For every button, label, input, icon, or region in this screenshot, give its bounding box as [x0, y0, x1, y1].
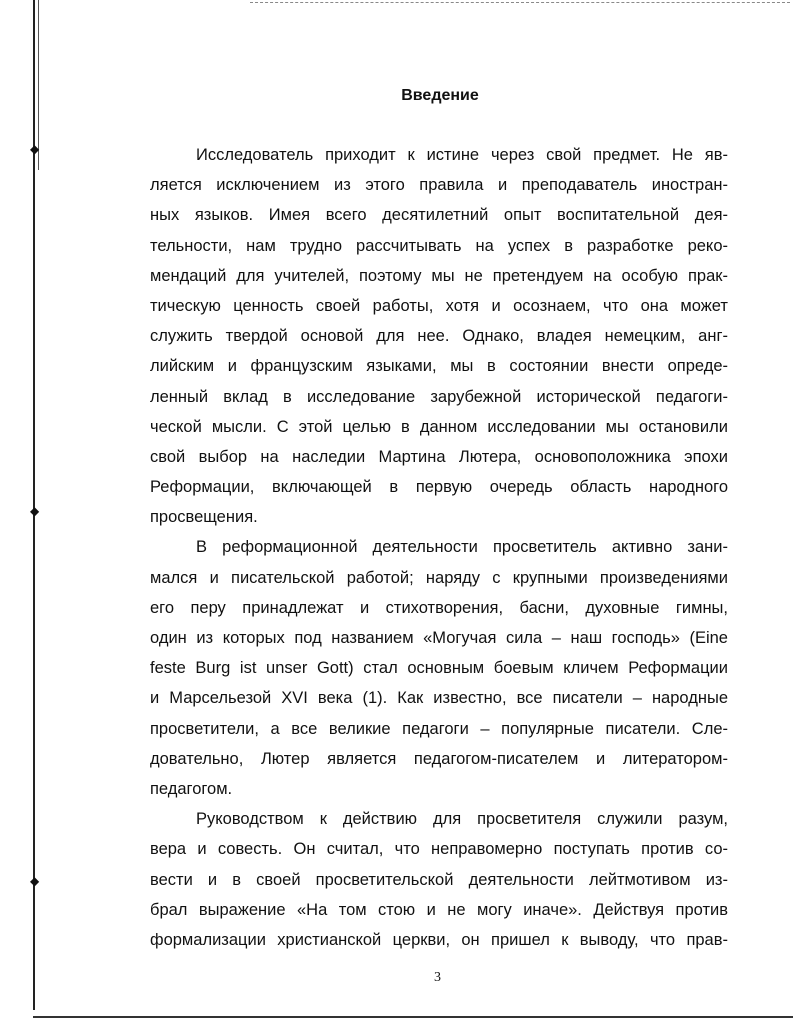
text-line: служить твердой основой для нее. Однако, владея немецким, анг- — [150, 327, 728, 346]
text-line: свой выбор на наследии Мартина Лютера, основоположника эпохи — [150, 447, 728, 466]
text-line: формализации христианской церкви, он пришел к выводу, что прав- — [150, 930, 728, 949]
scan-binding-mark-icon: ◆ — [30, 874, 40, 888]
text-line: Руководством к действию для просветителя служили разум, — [196, 810, 728, 829]
text-line: ленный вклад в исследование зарубежной исторической педагоги- — [150, 387, 728, 406]
paragraph-1 — [150, 140, 728, 532]
scan-binding-mark-icon: ◆ — [30, 504, 40, 518]
scan-binding-mark-icon: ◆ — [30, 142, 40, 156]
scan-bottom-edge — [33, 1016, 793, 1018]
text-line: лийским и французским языками, мы в состоянии внести опреде- — [150, 357, 728, 376]
text-line: и Марсельезой XVI века (1). Как известно, все писатели – народные — [150, 689, 728, 708]
body-text — [150, 140, 728, 955]
text-line: педагогом. — [150, 779, 233, 798]
text-line: вести и в своей просветительской деятельности лейтмотивом из- — [150, 870, 728, 889]
text-line: один из которых под названием «Могучая сила – наш господь» (Eine — [150, 629, 728, 647]
text-line: feste Burg ist unser Gott) стал основным боевым кличем Реформации — [150, 659, 728, 678]
text-line: мендаций для учителей, поэтому мы не претендуем на особую прак- — [150, 266, 728, 285]
text-line: брал выражение «На том стою и не могу иначе». Действуя против — [150, 900, 728, 919]
text-line: вера и совесть. Он считал, что неправомерно поступать против со- — [150, 840, 728, 859]
text-line: просвещения. — [150, 508, 258, 527]
page-number: 3 — [434, 970, 441, 985]
paragraph-3 — [150, 804, 728, 955]
text-line: тельности, нам трудно рассчитывать на успех в разработке реко- — [150, 236, 728, 255]
page-title: Введение — [401, 87, 479, 104]
text-line: Реформации, включающей в первую очередь область народного — [150, 478, 728, 497]
paragraph-2 — [150, 532, 728, 804]
text-line: мался и писательской работой; наряду с крупными произведениями — [150, 568, 728, 587]
text-line: В реформационной деятельности просветитель активно зани- — [196, 538, 728, 557]
text-line: Исследователь приходит к истине через свой предмет. Не яв- — [196, 146, 728, 164]
text-line: тическую ценность своей работы, хотя и осознаем, что она может — [150, 296, 728, 315]
text-line: довательно, Лютер является педагогом-писателем и литератором- — [150, 749, 728, 768]
text-line: ляется исключением из этого правила и преподаватель иностран- — [150, 176, 728, 195]
text-line: ческой мысли. С этой целью в данном исследовании мы остановили — [150, 417, 728, 436]
text-line: просветители, а все великие педагоги – популярные писатели. Сле- — [150, 719, 728, 738]
scan-top-edge — [250, 2, 790, 4]
text-line: его перу принадлежат и стихотворения, басни, духовные гимны, — [150, 598, 728, 617]
text-line: ных языков. Имея всего десятилетний опыт воспитательной дея- — [150, 206, 728, 225]
